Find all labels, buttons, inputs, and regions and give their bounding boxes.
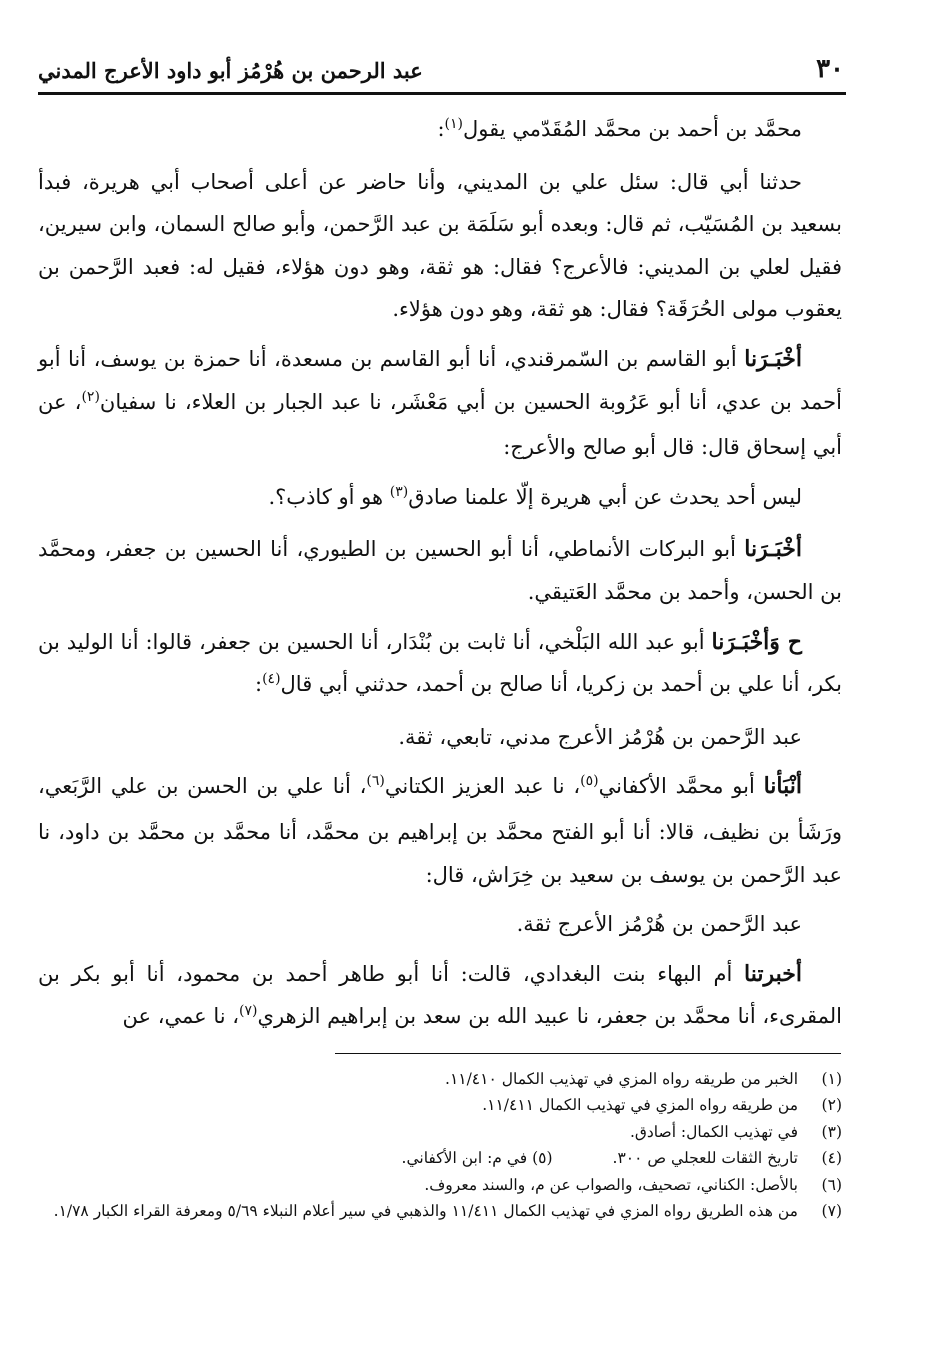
page-header xyxy=(38,50,846,95)
text-run: محمَّد بن أحمد بن محمَّد المُقَدّمي يقول xyxy=(463,117,802,141)
paragraph xyxy=(38,108,842,154)
footnote-item xyxy=(38,1119,842,1145)
footnote-text: من طريقه رواه المزي في تهذيب الكمال ١١/٤١١. xyxy=(482,1096,798,1115)
running-title: عبد الرحمن بن هُرْمُز أبو داود الأعرج المدني xyxy=(38,58,423,83)
text-run: هو أو كاذب؟. xyxy=(268,484,390,509)
text-run: ، نا عمي، عن xyxy=(122,1004,240,1029)
paragraph xyxy=(38,621,842,709)
footnote-number: (٥) xyxy=(532,1149,553,1168)
footnote-item xyxy=(38,1092,842,1118)
text-run: أبو محمَّد الأكفاني xyxy=(598,774,764,799)
text-run: ، عن أبي إسحاق قال: قال أبو صالح والأعرج: xyxy=(38,389,842,460)
footnote-number: (٢) xyxy=(821,1096,842,1115)
footnote-ref: (٧) xyxy=(239,1003,258,1020)
paragraph xyxy=(38,161,842,331)
footnote-item xyxy=(38,1172,842,1198)
text-run: ليس أحد يحدث عن أبي هريرة إلّا علمنا صادق xyxy=(408,484,802,509)
paragraph xyxy=(38,903,842,946)
footnote-text: في تهذيب الكمال: أصادق. xyxy=(629,1122,798,1141)
paragraph xyxy=(38,953,842,1041)
text-run: عبد الرَّحمن بن هُرْمُز الأعرج مدني، تابعي، ثقة. xyxy=(398,724,802,749)
page-number: ٣٠ xyxy=(816,54,844,84)
paragraph xyxy=(38,338,842,469)
text-run: عبد الرَّحمن بن هُرْمُز الأعرج ثقة. xyxy=(516,912,802,937)
footnote-divider xyxy=(335,1053,841,1054)
isnad-keyword: ح وَأخْبَـرَنا xyxy=(711,628,803,655)
footnote-item xyxy=(38,1198,842,1224)
isnad-keyword: أخْبَـرَنا xyxy=(744,536,802,563)
footnote-item xyxy=(38,1066,842,1092)
text-run: : xyxy=(437,117,445,141)
footnote-ref: (٥) xyxy=(580,773,599,790)
footnote-ref: (١) xyxy=(444,116,464,132)
footnote-item xyxy=(38,1145,842,1171)
paragraph xyxy=(38,528,842,613)
footnote-number: (٦) xyxy=(821,1175,842,1194)
text-run: حدثنا أبي قال: سئل علي بن المديني، وأنا حاضر عن أعلى أصحاب أبي هريرة، فبدأ بسعيد بن المُسَيّب، ثم قال: وبعده أبو سَلَمَة بن عبد الرَّحمن، وأبو صالح السمان، وابن سيرين، فقيل لعلي بن المديني: فالأعرج؟ فقال: هو ثقة، وهو دون هؤلاء، فقيل له: فعبد الرَّحمن بن يعقوب مولى الحُرَقَة؟ فقال: هو ثقة، وهو دون هؤلاء. xyxy=(38,169,842,322)
text-run: أم البهاء بنت البغدادي، قالت: أنا أبو طاهر أحمد بن محمود، أنا أبو بكر بن المقرىء، أنا محمَّد بن جعفر، نا عبيد الله بن سعد بن إبراهيم الزهري xyxy=(38,961,842,1029)
paragraph xyxy=(38,765,842,896)
isnad-keyword: أخبرتنا xyxy=(744,960,802,987)
footnote-text: الخبر من طريقه رواه المزي في تهذيب الكمال ١١/٤١٠. xyxy=(445,1070,798,1088)
footnotes-list xyxy=(38,1066,842,1224)
footnote-ref: (٦) xyxy=(366,773,385,790)
isnad-keyword: أخْبَـرَنا xyxy=(744,345,802,372)
text-run: أبو البركات الأنماطي، أنا أبو الحسين بن الطيوري، أنا الحسين بن جعفر، ومحمَّد بن الحسن، وأحمد بن محمَّد العَتيقي. xyxy=(38,537,842,604)
paragraph xyxy=(38,716,842,759)
paragraph xyxy=(38,476,842,522)
footnote-text: من هذه الطريق رواه المزي في تهذيب الكمال ١١/٤١١ والذهبي في سير أعلام النبلاء ٥/٦٩ ومعرفة القراء الكبار ١/٧٨. xyxy=(53,1202,798,1221)
footnote-number: (٤) xyxy=(821,1149,842,1168)
text-run: أبو عبد الله البَلْخي، أنا ثابت بن بُنْدَار، أنا الحسين بن جعفر، قالوا: أنا الوليد بن بكر، أنا علي بن أحمد بن زكريا، أنا صالح بن أحمد، حدثني أبي قال xyxy=(38,629,842,697)
footnote-number: (٣) xyxy=(821,1122,842,1141)
footnote-ref: (٤) xyxy=(262,671,281,688)
footnote-number: (١) xyxy=(821,1070,842,1088)
footnote-ref: (٣) xyxy=(389,483,409,500)
isnad-keyword: أنْبَأنا xyxy=(763,773,802,800)
text-run: ، نا عبد العزيز الكتاني xyxy=(384,774,581,799)
footnote-inline xyxy=(402,1145,553,1171)
footnote-text: بالأصل: الكناني، تصحيف، والصواب عن م، والسند معروف. xyxy=(424,1175,798,1194)
footnote-ref: (٢) xyxy=(81,388,100,405)
footnote-text: تاريخ الثقات للعجلي ص ٣٠٠. xyxy=(612,1149,798,1168)
footnote-text: في م: ابن الأكفاني. xyxy=(401,1149,533,1168)
footnote-number: (٧) xyxy=(821,1202,842,1221)
body-text xyxy=(38,108,842,1048)
text-run: ، أنا علي بن الحسن بن علي الرَّبَعي، ورَشَأ بن نظيف، قالا: أنا أبو الفتح محمَّد بن إبراهيم بن محمَّد، أنا محمَّد بن محمَّد بن داود، نا عبد الرَّحمن بن يوسف بن سعيد بن خِرَاش، قال: xyxy=(38,774,842,887)
text-run: أبو القاسم بن السّمرقندي، أنا أبو القاسم بن مسعدة، أنا حمزة بن يوسف، أنا أبو أحمد بن عدي، أنا أبو عَرُوبة الحسين بن أبي مَعْشَر، نا عبد الجبار بن العلاء، نا سفيان xyxy=(38,346,842,414)
text-run: : xyxy=(255,672,263,697)
